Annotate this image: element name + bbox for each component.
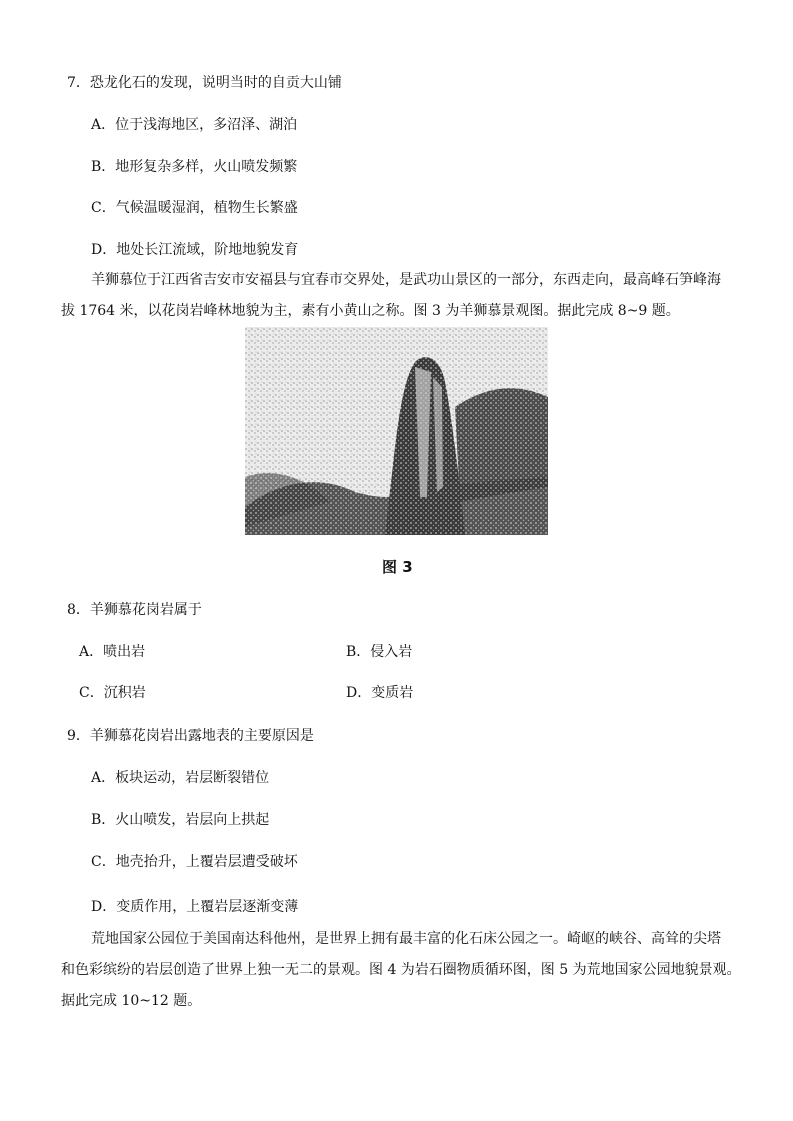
question-8-stem: 8．羊狮慕花岗岩属于 <box>67 602 202 618</box>
question-7-stem: 7．恐龙化石的发现，说明当时的自贡大山铺 <box>67 75 342 91</box>
option-8d: D．变质岩 <box>346 685 414 701</box>
option-9d: D．变质作用，上覆岩层逐渐变薄 <box>91 899 299 915</box>
option-7d: D．地处长江流域，阶地地貌发育 <box>91 242 299 258</box>
landscape-photo <box>245 327 548 535</box>
option-8c: C．沉积岩 <box>79 685 146 701</box>
option-7b: B．地形复杂多样，火山喷发频繁 <box>91 159 298 175</box>
granite-peak-illustration <box>245 327 548 535</box>
passage-line: 羊狮慕位于江西省吉安市安福县与宜春市交界处，是武功山景区的一部分，东西走向，最高峰石笋峰海 <box>91 272 721 288</box>
passage-line: 荒地国家公园位于美国南达科他州，是世界上拥有最丰富的化石床公园之一。崎岖的峡谷、高耸的尖塔 <box>91 931 721 947</box>
option-7a: A．位于浅海地区，多沼泽、湖泊 <box>91 117 298 133</box>
passage-line: 和色彩缤纷的岩层创造了世界上独一无二的景观。图 4 为岩石圈物质循环图，图 5 为荒地国家公园地貌景观。 <box>61 962 741 978</box>
option-9a: A．板块运动，岩层断裂错位 <box>91 770 270 786</box>
passage-line: 据此完成 10~12 题。 <box>61 993 202 1009</box>
figure-caption: 图 3 <box>382 558 413 576</box>
question-9-stem: 9．羊狮慕花岗岩出露地表的主要原因是 <box>67 728 314 744</box>
option-8a: A．喷出岩 <box>79 644 146 660</box>
passage-line: 拔 1764 米，以花岗岩峰林地貌为主，素有小黄山之称。图 3 为羊狮慕景观图。据此完成 8~9 题。 <box>61 303 680 319</box>
option-8b: B．侵入岩 <box>346 644 413 660</box>
option-7c: C．气候温暖湿润，植物生长繁盛 <box>91 200 298 216</box>
option-9b: B．火山喷发，岩层向上拱起 <box>91 812 270 828</box>
option-9c: C．地壳抬升，上覆岩层遭受破坏 <box>91 854 298 870</box>
